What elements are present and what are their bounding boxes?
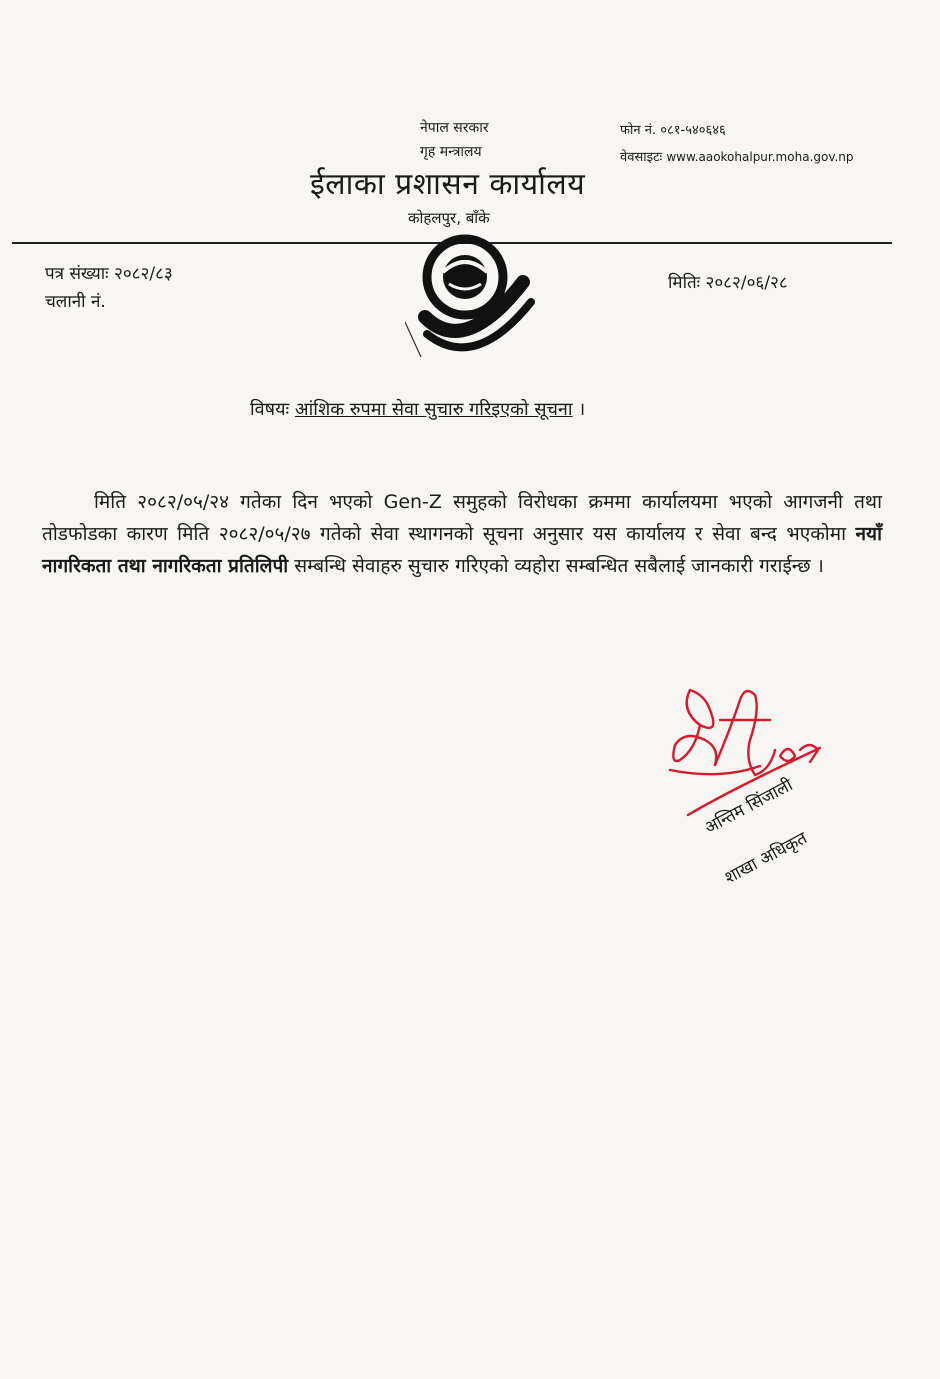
office-title: ईलाका प्रशासन कार्यालय	[310, 167, 586, 202]
signer-name: अन्तिम सिंजाली	[701, 775, 797, 839]
letterhead-contact	[620, 118, 854, 171]
body-part-1: मिति २०८२/०५/२४ गतेका दिन भएको Gen-Z समुहको विरोधका क्रममा कार्यालयमा भएको आगजनी तथा तोडफोडका कारण मिति २०८२/०५/२७ गतेको सेवा स्थागनको सूचना अनुसार यस कार्यालय र सेवा बन्द भएकोमा	[42, 491, 882, 545]
body-bold-services: नयाँ नागरिकता तथा नागरिकता प्रतिलिपी	[42, 523, 882, 577]
website-line	[620, 144, 854, 171]
letter-number: पत्र संख्याः २०८२/८३	[45, 264, 173, 284]
subject-end: ।	[578, 399, 586, 420]
website-url: www.aaokohalpur.moha.gov.np	[666, 150, 854, 164]
subject-line	[250, 397, 585, 421]
signer-post: शाखा अधिकृत	[721, 828, 811, 889]
dispatch-number: चलानी नं.	[45, 292, 106, 312]
ministry-name: गृह मन्त्रालय	[420, 144, 482, 160]
letter-date: मितिः २०८२/०६/२८	[668, 273, 788, 293]
subject-text: आंशिक रुपमा सेवा सुचारु गरिइएको सूचना	[294, 399, 573, 420]
government-name: नेपाल सरकार	[420, 120, 489, 136]
body-part-2: सम्बन्धि सेवाहरु सुचारु गरिएको व्यहोरा सम्बन्धित सबैलाई जानकारी गराईन्छ ।	[288, 555, 824, 577]
reference-block	[45, 260, 173, 316]
notice-body	[42, 486, 882, 582]
website-label: वेवसाइटः	[620, 150, 663, 165]
office-address: कोहलपुर, बाँके	[408, 209, 490, 227]
subject-label: विषयः	[250, 399, 290, 420]
office-seal-stamp	[405, 222, 540, 367]
phone-number: फोन नं. ०८१-५४०६४६	[620, 123, 726, 138]
letterhead-government	[420, 116, 489, 164]
